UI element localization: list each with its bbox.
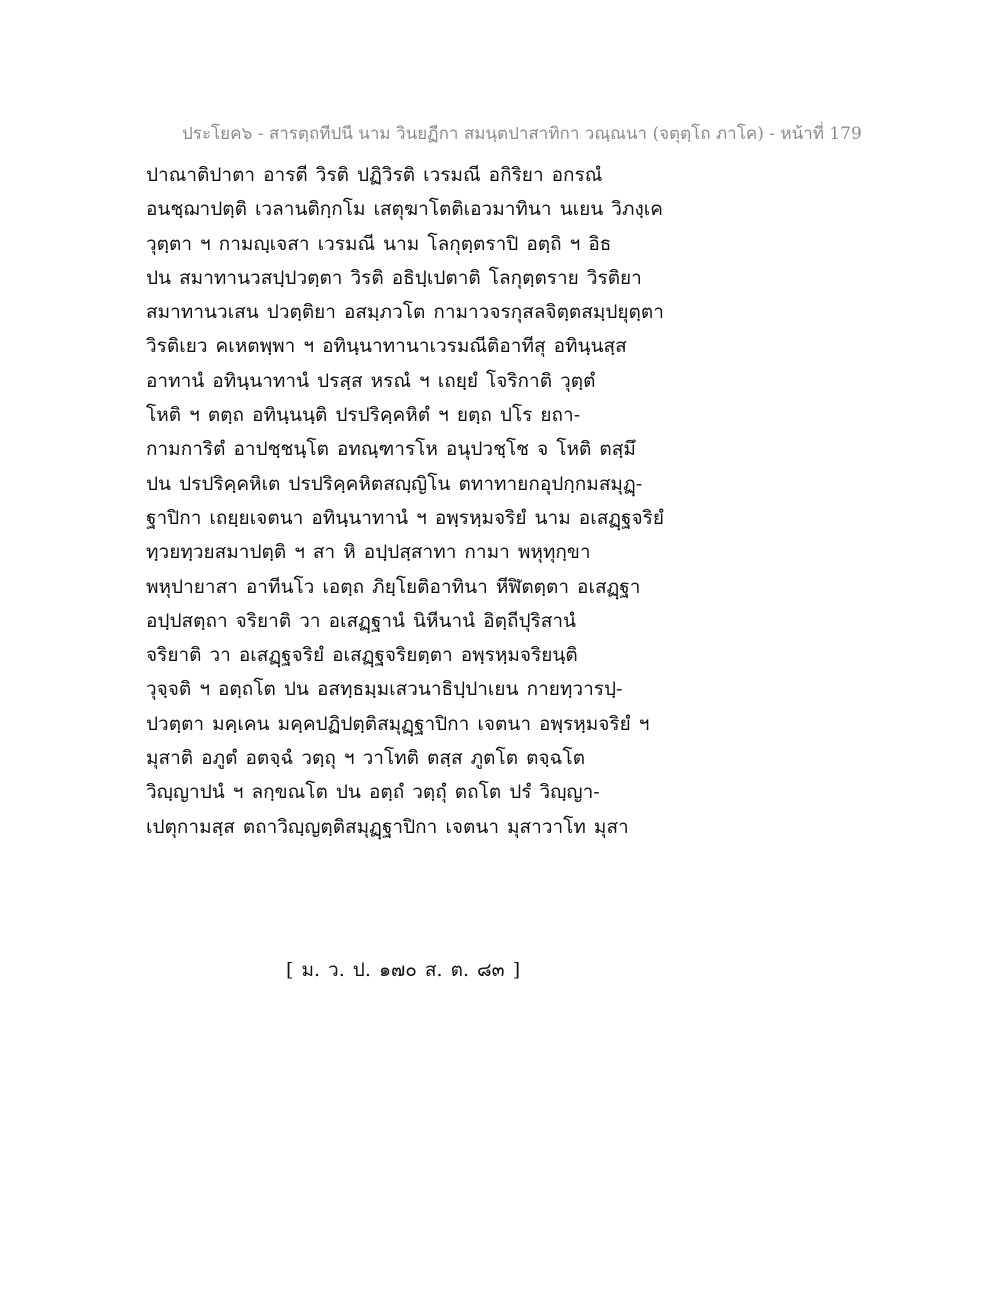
text-line: กามการิตํ อาปชฺชนฺโต อทณฺฑารโห อนุปวชฺโช จ โหติ ตสฺมึ <box>146 438 636 461</box>
text-line: วุตฺตา ฯ กามญฺเจสา เวรมณี นาม โลกุตฺตราปิ อตฺถิ ฯ อิธ <box>146 232 612 255</box>
text-line: สมาทานวเสน ปวตฺติยา อสมฺภวโต กามาวจรกุสลจิตฺตสมฺปยุตฺตา <box>146 301 664 324</box>
text-line: ปวตฺตา มคฺเคน มคฺคปฏิปตฺติสมุฏฺฐาปิกา เจตนา อพฺรหฺมจริยํ ฯ <box>146 712 650 735</box>
text-line: จริยาติ วา อเสฏฺฐจริยํ อเสฏฺฐจริยตฺตา อพฺรหฺมจริยนฺติ <box>146 644 578 667</box>
text-line: พหุปายาสา อาทีนโว เอตฺถ ภิยฺโยติอาทินา หีฬิตตฺตา อเสฏฺฐา <box>146 575 641 598</box>
text-line: อปฺปสตฺถา จริยาติ วา อเสฏฺฐานํ นิหีนานํ อิตฺถีปุริสานํ <box>146 609 576 632</box>
text-line: วิรติเยว คเหตพฺพา ฯ อทินฺนาทานาเวรมณีติอาทีสุ อทินฺนสฺส <box>146 335 627 358</box>
running-header: ประโยค๖ - สารตฺถทีปนี นาม วินยฏีกา สมนฺตปาสาทิกา วณฺณนา (จตุตฺโถ ภาโค) - หน้าที่ 179 <box>182 124 862 144</box>
text-line: อนชฺฌาปตฺติ เวลานติกฺกโม เสตุฆาโตติเอวมาทินา นเยน วิภงฺเค <box>146 198 663 221</box>
text-line: วิญฺญาปนํ ฯ ลกฺขณโต ปน อตฺถํ วตฺถุํ ตถโต ปรํ วิญฺญา- <box>146 781 600 804</box>
text-line: ปาณาติปาตา อารตี วิรติ ปฏิวิรติ เวรมณี อกิริยา อกรณํ <box>146 164 603 186</box>
text-line: ทฺวยทฺวยสมาปตฺติ ฯ สา หิ อปฺปสฺสาทา กามา พหุทุกฺขา <box>146 541 591 564</box>
text-line: โหติ ฯ ตตฺถ อทินฺนนฺติ ปรปริคฺคหิตํ ฯ ยตฺถ ปโร ยถา- <box>146 404 581 427</box>
text-line: ฐาปิกา เถยฺยเจตนา อทินฺนาทานํ ฯ อพฺรหฺมจริยํ นาม อเสฏฺฐจริยํ <box>146 506 664 529</box>
text-line: เปตุกามสฺส ตถาวิญฺญตฺติสมุฏฺฐาปิกา เจตนา มุสาวาโท มุสา <box>146 815 629 838</box>
text-line: ปน สมาทานวสปฺปวตฺตา วิรติ อธิปฺเปตาติ โลกุตฺตราย วิรติยา <box>146 266 642 289</box>
body-text <box>146 158 706 844</box>
text-line: วุจฺจติ ฯ อตฺถโต ปน อสทฺธมฺมเสวนาธิปฺปาเยน กายทฺวารปฺ- <box>146 678 623 701</box>
text-line: อาทานํ อทินฺนาทานํ ปรสฺส หรณํ ฯ เถยฺยํ โจริกาติ วุตฺตํ <box>146 369 596 392</box>
page-reference: [ ม. ว. ป. ๑๗๐ ส. ต. ๘๓ ] <box>286 959 521 981</box>
text-line: ปน ปรปริคฺคหิเต ปรปริคฺคหิตสญฺญิโน ตทาทายกอุปกฺกมสมุฏฺ- <box>146 472 643 495</box>
text-line: มุสาติ อภูตํ อตจฺฉํ วตฺถุ ฯ วาโทติ ตสฺส ภูตโต ตจฺฉโต <box>146 747 586 770</box>
